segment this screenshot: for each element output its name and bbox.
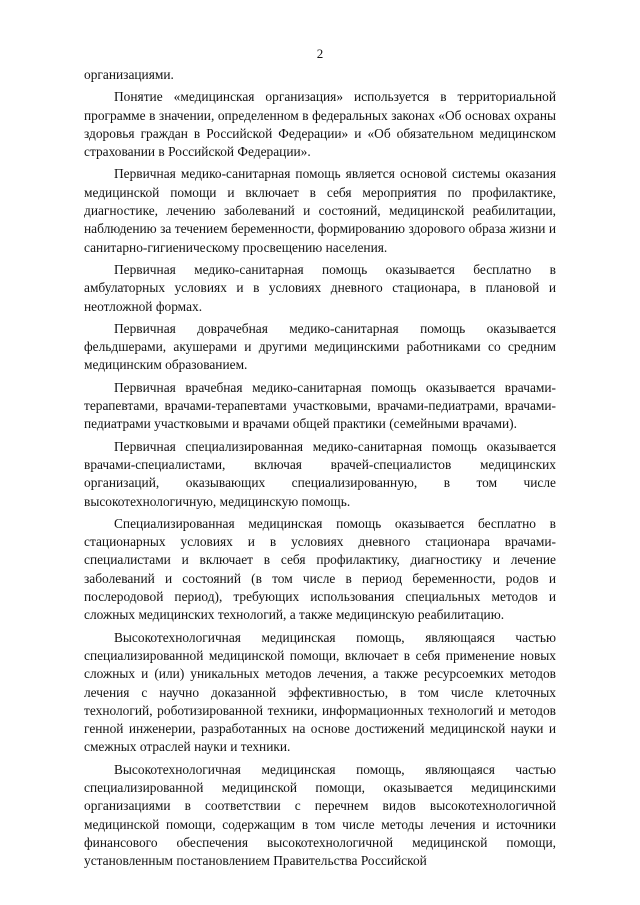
paragraph-primary-care-free: Первичная медико-санитарная помощь оказывается бесплатно в амбулаторных условиях и в условиях дневного стационара, в плановой и неотложной формах. xyxy=(84,261,556,314)
paragraph-primary-care-basis: Первичная медико-санитарная помощь является основой системы оказания медицинской помощи и включает в себя мероприятия по профилактике, диагностике, лечению заболеваний и состояний, медицинской реабилитации, наблюдению за течением беременности, формированию здорового образа жизни и санитарно-гигиеническому просвещению населения. xyxy=(84,166,556,255)
paragraph-specialized-primary-care: Первичная специализированная медико-санитарная помощь оказывается врачами-специалистами, включая врачей-специалистов медицинских организаций, оказывающих специализированную, в том числе высокотехнологичную, медицинскую помощь. xyxy=(84,438,556,509)
paragraph-pre-doctor-care: Первичная доврачебная медико-санитарная помощь оказывается фельдшерами, акушерами и другими медицинскими работниками со средним медицинским образованием. xyxy=(84,320,556,373)
page-number: 2 xyxy=(316,46,324,61)
paragraph-medical-organization-definition: Понятие «медицинская организация» используется в территориальной программе в значении, определенном в федеральных законах «Об основах охраны здоровья граждан в Российской Федерации» и «Об обязательном медицинском страховании в Российской Федерации». xyxy=(84,89,556,160)
paragraph-high-tech-care: Высокотехнологичная медицинская помощь, являющаяся частью специализированной медицинской помощи, включает в себя применение новых сложных и (или) уникальных методов лечения, а также ресурсоемких методов лечения с научно доказанной эффективностью, в том числе клеточных технологий, роботизированной техники, информационных технологий и методов генной инженерии, разработанных на основе достижений медицинской науки и смежных отраслей науки и техники. xyxy=(84,629,556,755)
paragraph-doctor-care: Первичная врачебная медико-санитарная помощь оказывается врачами-терапевтами, врачами-терапевтами участковыми, врачами-педиатрами, врачами-педиатрами участковыми и врачами общей практики (семейными врачами). xyxy=(84,379,556,432)
paragraph-high-tech-care-provision: Высокотехнологичная медицинская помощь, являющаяся частью специализированной медицинской помощи, оказывается медицинскими организациями в соответствии с перечнем видов высокотехнологичной медицинской помощи, содержащим в том числе методы лечения и источники финансового обеспечения высокотехнологичной медицинской помощи, установленным постановлением Правительства Российской xyxy=(84,761,556,869)
paragraph-continuation: организациями. xyxy=(84,67,174,82)
document-body xyxy=(84,66,556,874)
paragraph-specialized-care: Специализированная медицинская помощь оказывается бесплатно в стационарных условиях и в условиях дневного стационара врачами-специалистами и включает в себя профилактику, диагностику и лечение заболеваний и состояний (в том числе в период беременности, родов и послеродовой период), требующих использования специальных методов и сложных медицинских технологий, а также медицинскую реабилитацию. xyxy=(84,515,556,623)
